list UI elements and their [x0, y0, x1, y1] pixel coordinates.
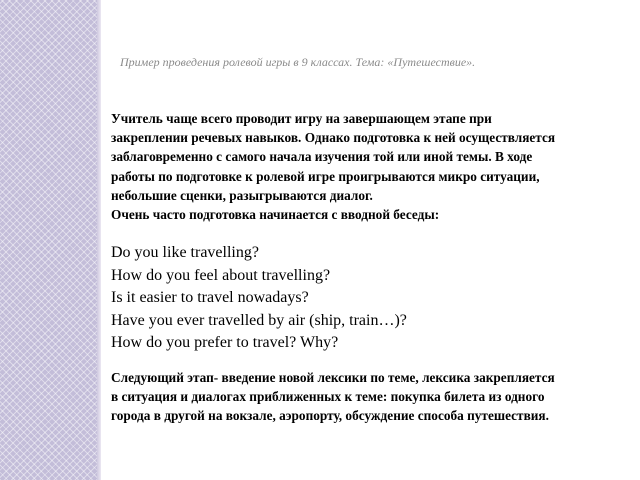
question-item: How do you prefer to travel? Why?: [111, 334, 339, 352]
intro-line: заблаговременно с самого начала изучения той или иной темы. В ходе: [111, 149, 533, 165]
question-item: How do you feel about travelling?: [111, 266, 331, 284]
question-item: Have you ever travelled by air (ship, train…)?: [111, 311, 407, 329]
sidebar-edge: [97, 0, 101, 480]
intro-line: Учитель чаще всего проводит игру на завершающем этапе при: [111, 111, 492, 126]
next-stage-line: города в другой на вокзале, аэропорту, обсуждение способа путешествия.: [111, 408, 549, 424]
next-stage-paragraph: [111, 368, 621, 426]
next-stage-line: в ситуация и диалогах приближенных к теме: покупка билета из одного: [111, 389, 545, 405]
intro-paragraph: [111, 109, 621, 224]
intro-line: Очень часто подготовка начинается с вводной беседы:: [111, 207, 440, 223]
decorative-sidebar: [0, 0, 97, 480]
slide-subtitle: Пример проведения ролевой игры в 9 классах. Тема: «Путешествие».: [120, 55, 476, 69]
intro-line: закреплении речевых навыков. Однако подготовка к ней осуществляется: [111, 130, 556, 146]
question-list: [111, 242, 621, 355]
next-stage-line: Следующий этап- введение новой лексики по теме, лексика закрепляется: [111, 370, 555, 385]
intro-line: небольшие сценки, разыгрываются диалог.: [111, 187, 373, 203]
question-item: Is it easier to travel nowadays?: [111, 289, 309, 307]
intro-line: работы по подготовке к ролевой игре проигрываются микро ситуации,: [111, 168, 540, 184]
question-item: Do you like travelling?: [111, 244, 259, 261]
